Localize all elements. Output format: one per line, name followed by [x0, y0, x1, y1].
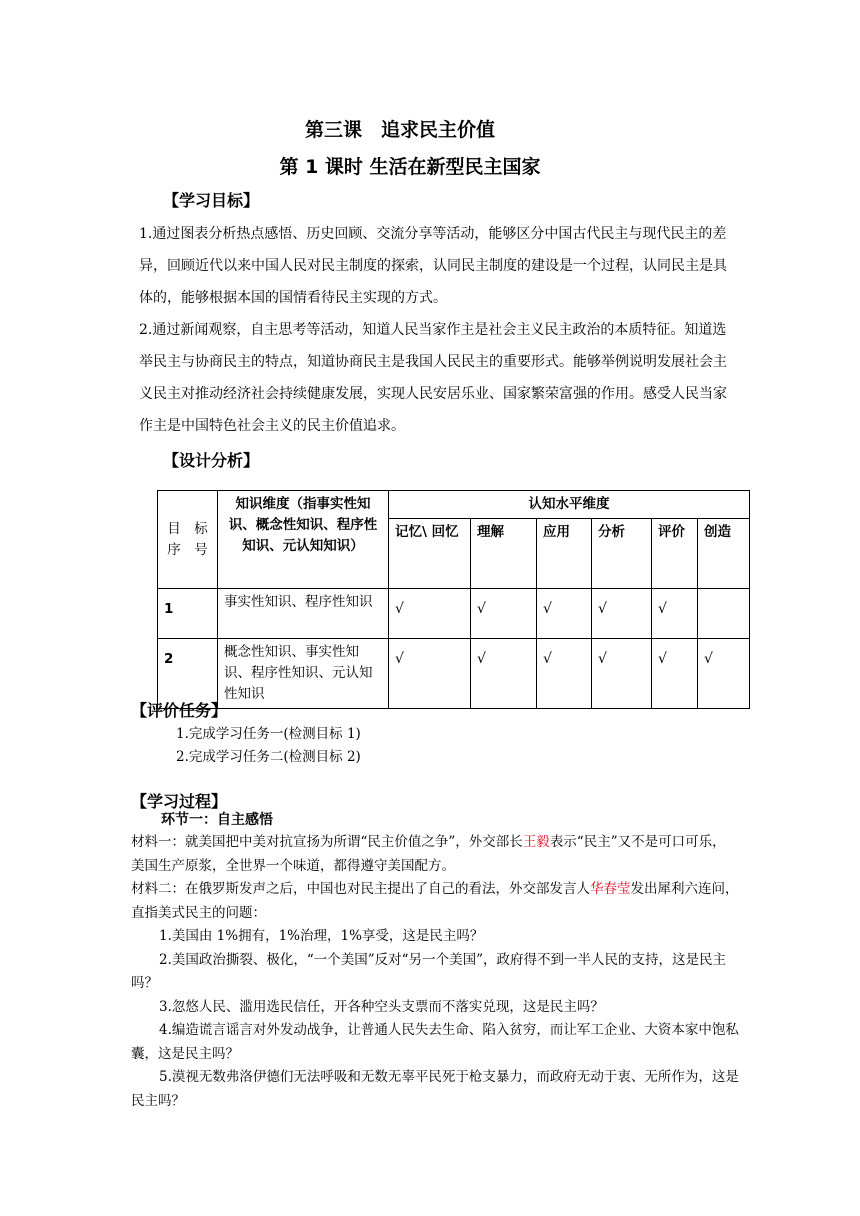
check-mark: √: [471, 639, 537, 709]
highlighted-name: 王毅: [522, 834, 550, 850]
check-mark: √: [698, 639, 750, 709]
question-item: 5.漠视无数弗洛伊德们无法呼吸和无数无辜平民死于枪支暴力，而政府无动于衷、无所作为，这是民主吗？: [131, 1069, 739, 1109]
goals-heading: 【学习目标】: [163, 191, 260, 210]
process-heading: 【学习过程】: [131, 792, 228, 811]
check-mark: √: [471, 589, 537, 639]
level-remember: 记忆\ 回忆: [389, 519, 471, 589]
question-item: 2.美国政治撕裂、极化，“一个美国”反对“另一个美国”，政府得不到一半人民的支持，这是民主吗？: [131, 951, 726, 991]
check-mark: √: [537, 639, 592, 709]
goal-item: 1.通过图表分析热点感悟、历史回顾、交流分享等活动，能够区分中国古代民主与现代民主的差异，回顾近代以来中国人民对民主制度的探索，认同民主制度的建设是一个过程，认同民主是具体的，能够根据本国的国情看待民主实现的方式。: [139, 226, 727, 306]
row-knowledge: 事实性知识、程序性知识: [218, 589, 389, 639]
level-understand: 理解: [471, 519, 537, 589]
check-mark: √: [592, 639, 652, 709]
evaluation-item: 2.完成学习任务二(检测目标 2): [176, 749, 361, 765]
materials-block: [131, 831, 739, 1113]
question-item: 3.忽悠人民、滥用选民信任，开各种空头支票而不落实兑现，这是民主吗？: [159, 998, 604, 1015]
check-mark: √: [389, 589, 471, 639]
question-item: 1.美国由 1%拥有，1%治理，1%享受，这是民主吗？: [159, 928, 484, 944]
check-mark: √: [592, 589, 652, 639]
check-mark: [698, 589, 750, 639]
goals-text: [139, 218, 739, 442]
level-analyze: 分析: [592, 519, 652, 589]
highlighted-name: 华春莹: [590, 881, 631, 897]
row-knowledge: 概念性知识、事实性知识、程序性知识、元认知性知识: [218, 639, 389, 709]
design-analysis-table: [157, 490, 750, 709]
question-item: 4.编造谎言谣言对外发动战争，让普通人民失去生命、陷入贫穷，而让军工企业、大资本家中饱私囊，这是民主吗？: [131, 1022, 739, 1062]
check-mark: √: [389, 639, 471, 709]
design-heading: 【设计分析】: [163, 451, 260, 470]
check-mark: √: [652, 589, 698, 639]
goal-item: 2.通过新闻观察，自主思考等活动，知道人民当家作主是社会主义民主政治的本质特征。知道选举民主与协商民主的特点，知道协商民主是我国人民民主的重要形式。能够举例说明发展社会主义民主对推动经济社会持续健康发展，实现人民安居乐业、国家繁荣富强的作用。感受人民当家作主是中国特色社会主义的民主价值追求。: [139, 322, 727, 434]
table-row: [158, 589, 750, 639]
material-two: 材料二：在俄罗斯发声之后，中国也对民主提出了自己的看法，外交部发言人华春莹发出犀利六连问，直指美式民主的问题：: [131, 881, 739, 921]
row-id: 1: [158, 589, 218, 639]
lesson-subtitle: 第 1 课时 生活在新型民主国家: [279, 156, 541, 178]
header-goal-id: 目 标序 号: [158, 491, 218, 589]
check-mark: √: [652, 639, 698, 709]
evaluation-item: 1.完成学习任务一(检测目标 1): [176, 726, 361, 742]
material-one: 材料一：就美国把中美对抗宣扬为所谓“民主价值之争”，外交部长王毅表示“民主”又不是可口可乐，美国生产原浆，全世界一个味道，都得遵守美国配方。: [131, 834, 726, 874]
table-row: [158, 639, 750, 709]
level-evaluate: 评价: [652, 519, 698, 589]
row-id: 2: [158, 639, 218, 709]
header-cognitive-level: 认知水平维度: [389, 491, 750, 519]
level-apply: 应用: [537, 519, 592, 589]
evaluation-heading: 【评价任务】: [131, 701, 228, 720]
lesson-title: 第三课 追求民主价值: [304, 119, 495, 141]
level-create: 创造: [698, 519, 750, 589]
header-knowledge: 知识维度（指事实性知识、概念性知识、程序性知识、元认知知识）: [218, 491, 389, 589]
step1-heading: 环节一：自主感悟: [161, 812, 273, 828]
check-mark: √: [537, 589, 592, 639]
